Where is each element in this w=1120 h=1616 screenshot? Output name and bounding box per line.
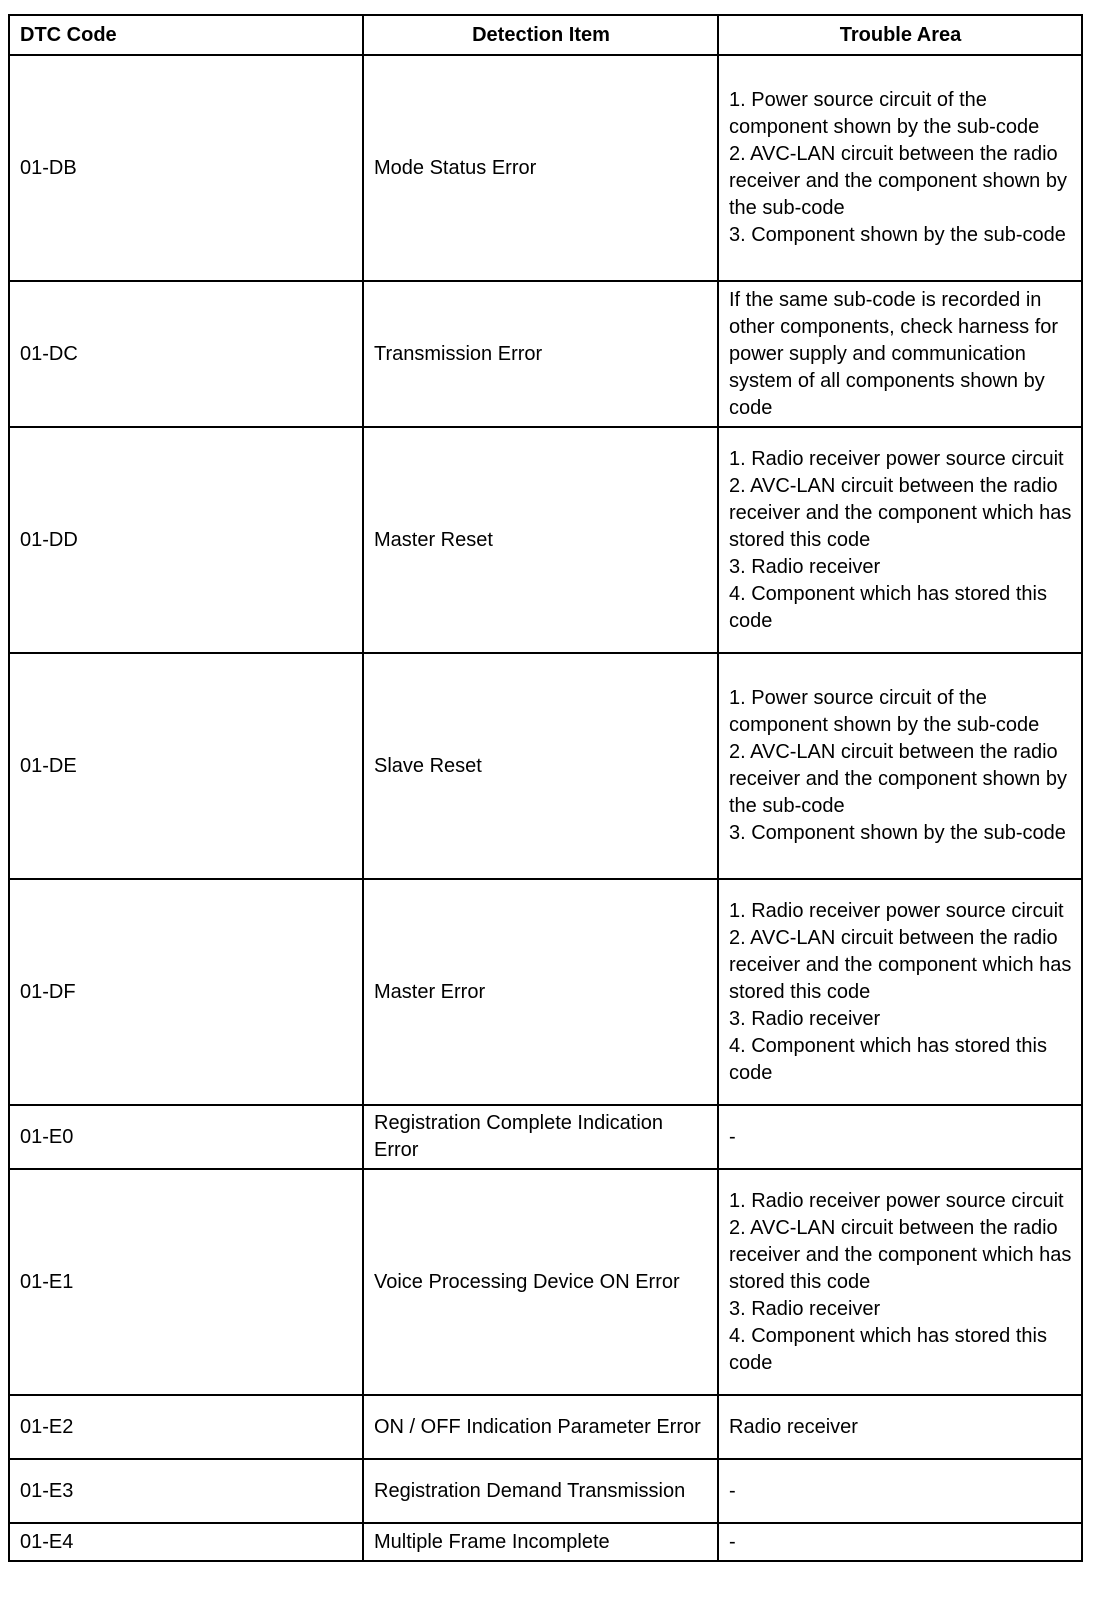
detection-item-cell: Slave Reset	[363, 653, 718, 879]
trouble-area-line: 3. Radio receiver	[729, 555, 881, 578]
trouble-area-line: 1. Radio receiver power source circuit	[729, 899, 1064, 922]
trouble-area-line: 1. Power source circuit of the component shown by the sub-code	[729, 687, 1040, 736]
dtc-code-cell: 01-DE	[9, 653, 363, 879]
trouble-area-line: 2. AVC-LAN circuit between the radio receiver and the component shown by the sub-code	[729, 741, 1067, 817]
dtc-code-cell: 01-E4	[9, 1523, 363, 1561]
detection-item-cell: Master Error	[363, 879, 718, 1105]
dtc-code-cell: 01-E1	[9, 1169, 363, 1395]
dtc-code-cell: 01-E0	[9, 1105, 363, 1169]
dtc-code-cell: 01-DB	[9, 55, 363, 281]
table-row	[9, 55, 1082, 281]
trouble-area-line: If the same sub-code is recorded in other components, check harness for power supply and communication system of all components shown by code	[729, 288, 1059, 419]
trouble-area-line: 4. Component which has stored this code	[729, 1324, 1047, 1374]
detection-item-cell: Mode Status Error	[363, 55, 718, 281]
table-row	[9, 653, 1082, 879]
trouble-area-line: 2. AVC-LAN circuit between the radio receiver and the component which has stored this code	[729, 1216, 1072, 1293]
header-dtc-code: DTC Code	[9, 15, 363, 55]
detection-item-cell: Master Reset	[363, 427, 718, 653]
trouble-area-line: 2. AVC-LAN circuit between the radio receiver and the component which has stored this code	[729, 474, 1072, 551]
trouble-area-line: 1. Power source circuit of the component shown by the sub-code	[729, 89, 1040, 138]
trouble-area-cell	[718, 427, 1082, 653]
detection-item-cell: Registration Complete Indication Error	[363, 1105, 718, 1169]
trouble-area-line: 3. Radio receiver	[729, 1007, 881, 1030]
header-detection-item: Detection Item	[363, 15, 718, 55]
trouble-area-cell	[718, 55, 1082, 281]
dtc-code-cell: 01-DC	[9, 281, 363, 427]
table-row	[9, 427, 1082, 653]
trouble-area-cell	[718, 281, 1082, 427]
trouble-area-cell	[718, 1459, 1082, 1523]
trouble-area-cell	[718, 1523, 1082, 1561]
table-row	[9, 1395, 1082, 1459]
detection-item-cell: Transmission Error	[363, 281, 718, 427]
trouble-area-cell	[718, 1395, 1082, 1459]
table-row	[9, 1169, 1082, 1395]
trouble-area-line: 1. Radio receiver power source circuit	[729, 1189, 1064, 1212]
trouble-area-line: 4. Component which has stored this code	[729, 1034, 1047, 1084]
table-row	[9, 281, 1082, 427]
header-trouble-area: Trouble Area	[718, 15, 1082, 55]
detection-item-cell: Voice Processing Device ON Error	[363, 1169, 718, 1395]
trouble-area-cell	[718, 879, 1082, 1105]
table-row	[9, 879, 1082, 1105]
table-row	[9, 1459, 1082, 1523]
trouble-area-line: 3. Component shown by the sub-code	[729, 822, 1066, 844]
trouble-area-line: 2. AVC-LAN circuit between the radio receiver and the component shown by the sub-code	[729, 143, 1067, 219]
dtc-code-cell: 01-DF	[9, 879, 363, 1105]
dtc-code-cell: 01-DD	[9, 427, 363, 653]
table-row	[9, 1523, 1082, 1561]
trouble-area-line: 3. Component shown by the sub-code	[729, 224, 1066, 246]
trouble-area-line: -	[729, 1479, 736, 1502]
trouble-area-cell	[718, 653, 1082, 879]
dtc-code-cell: 01-E2	[9, 1395, 363, 1459]
table-header-row	[9, 15, 1082, 55]
trouble-area-line: 1. Radio receiver power source circuit	[729, 447, 1064, 470]
trouble-area-line: Radio receiver	[729, 1415, 858, 1438]
trouble-area-cell	[718, 1169, 1082, 1395]
trouble-area-line: 4. Component which has stored this code	[729, 582, 1047, 632]
trouble-area-line: 2. AVC-LAN circuit between the radio receiver and the component which has stored this code	[729, 926, 1072, 1003]
table-row	[9, 1105, 1082, 1169]
trouble-area-line: -	[729, 1125, 736, 1148]
trouble-area-line: -	[729, 1530, 736, 1553]
detection-item-cell: ON / OFF Indication Parameter Error	[363, 1395, 718, 1459]
trouble-area-cell	[718, 1105, 1082, 1169]
table-body	[9, 55, 1082, 1561]
dtc-code-cell: 01-E3	[9, 1459, 363, 1523]
trouble-area-line: 3. Radio receiver	[729, 1297, 881, 1320]
detection-item-cell: Registration Demand Transmission	[363, 1459, 718, 1523]
detection-item-cell: Multiple Frame Incomplete	[363, 1523, 718, 1561]
dtc-table	[8, 14, 1083, 1562]
